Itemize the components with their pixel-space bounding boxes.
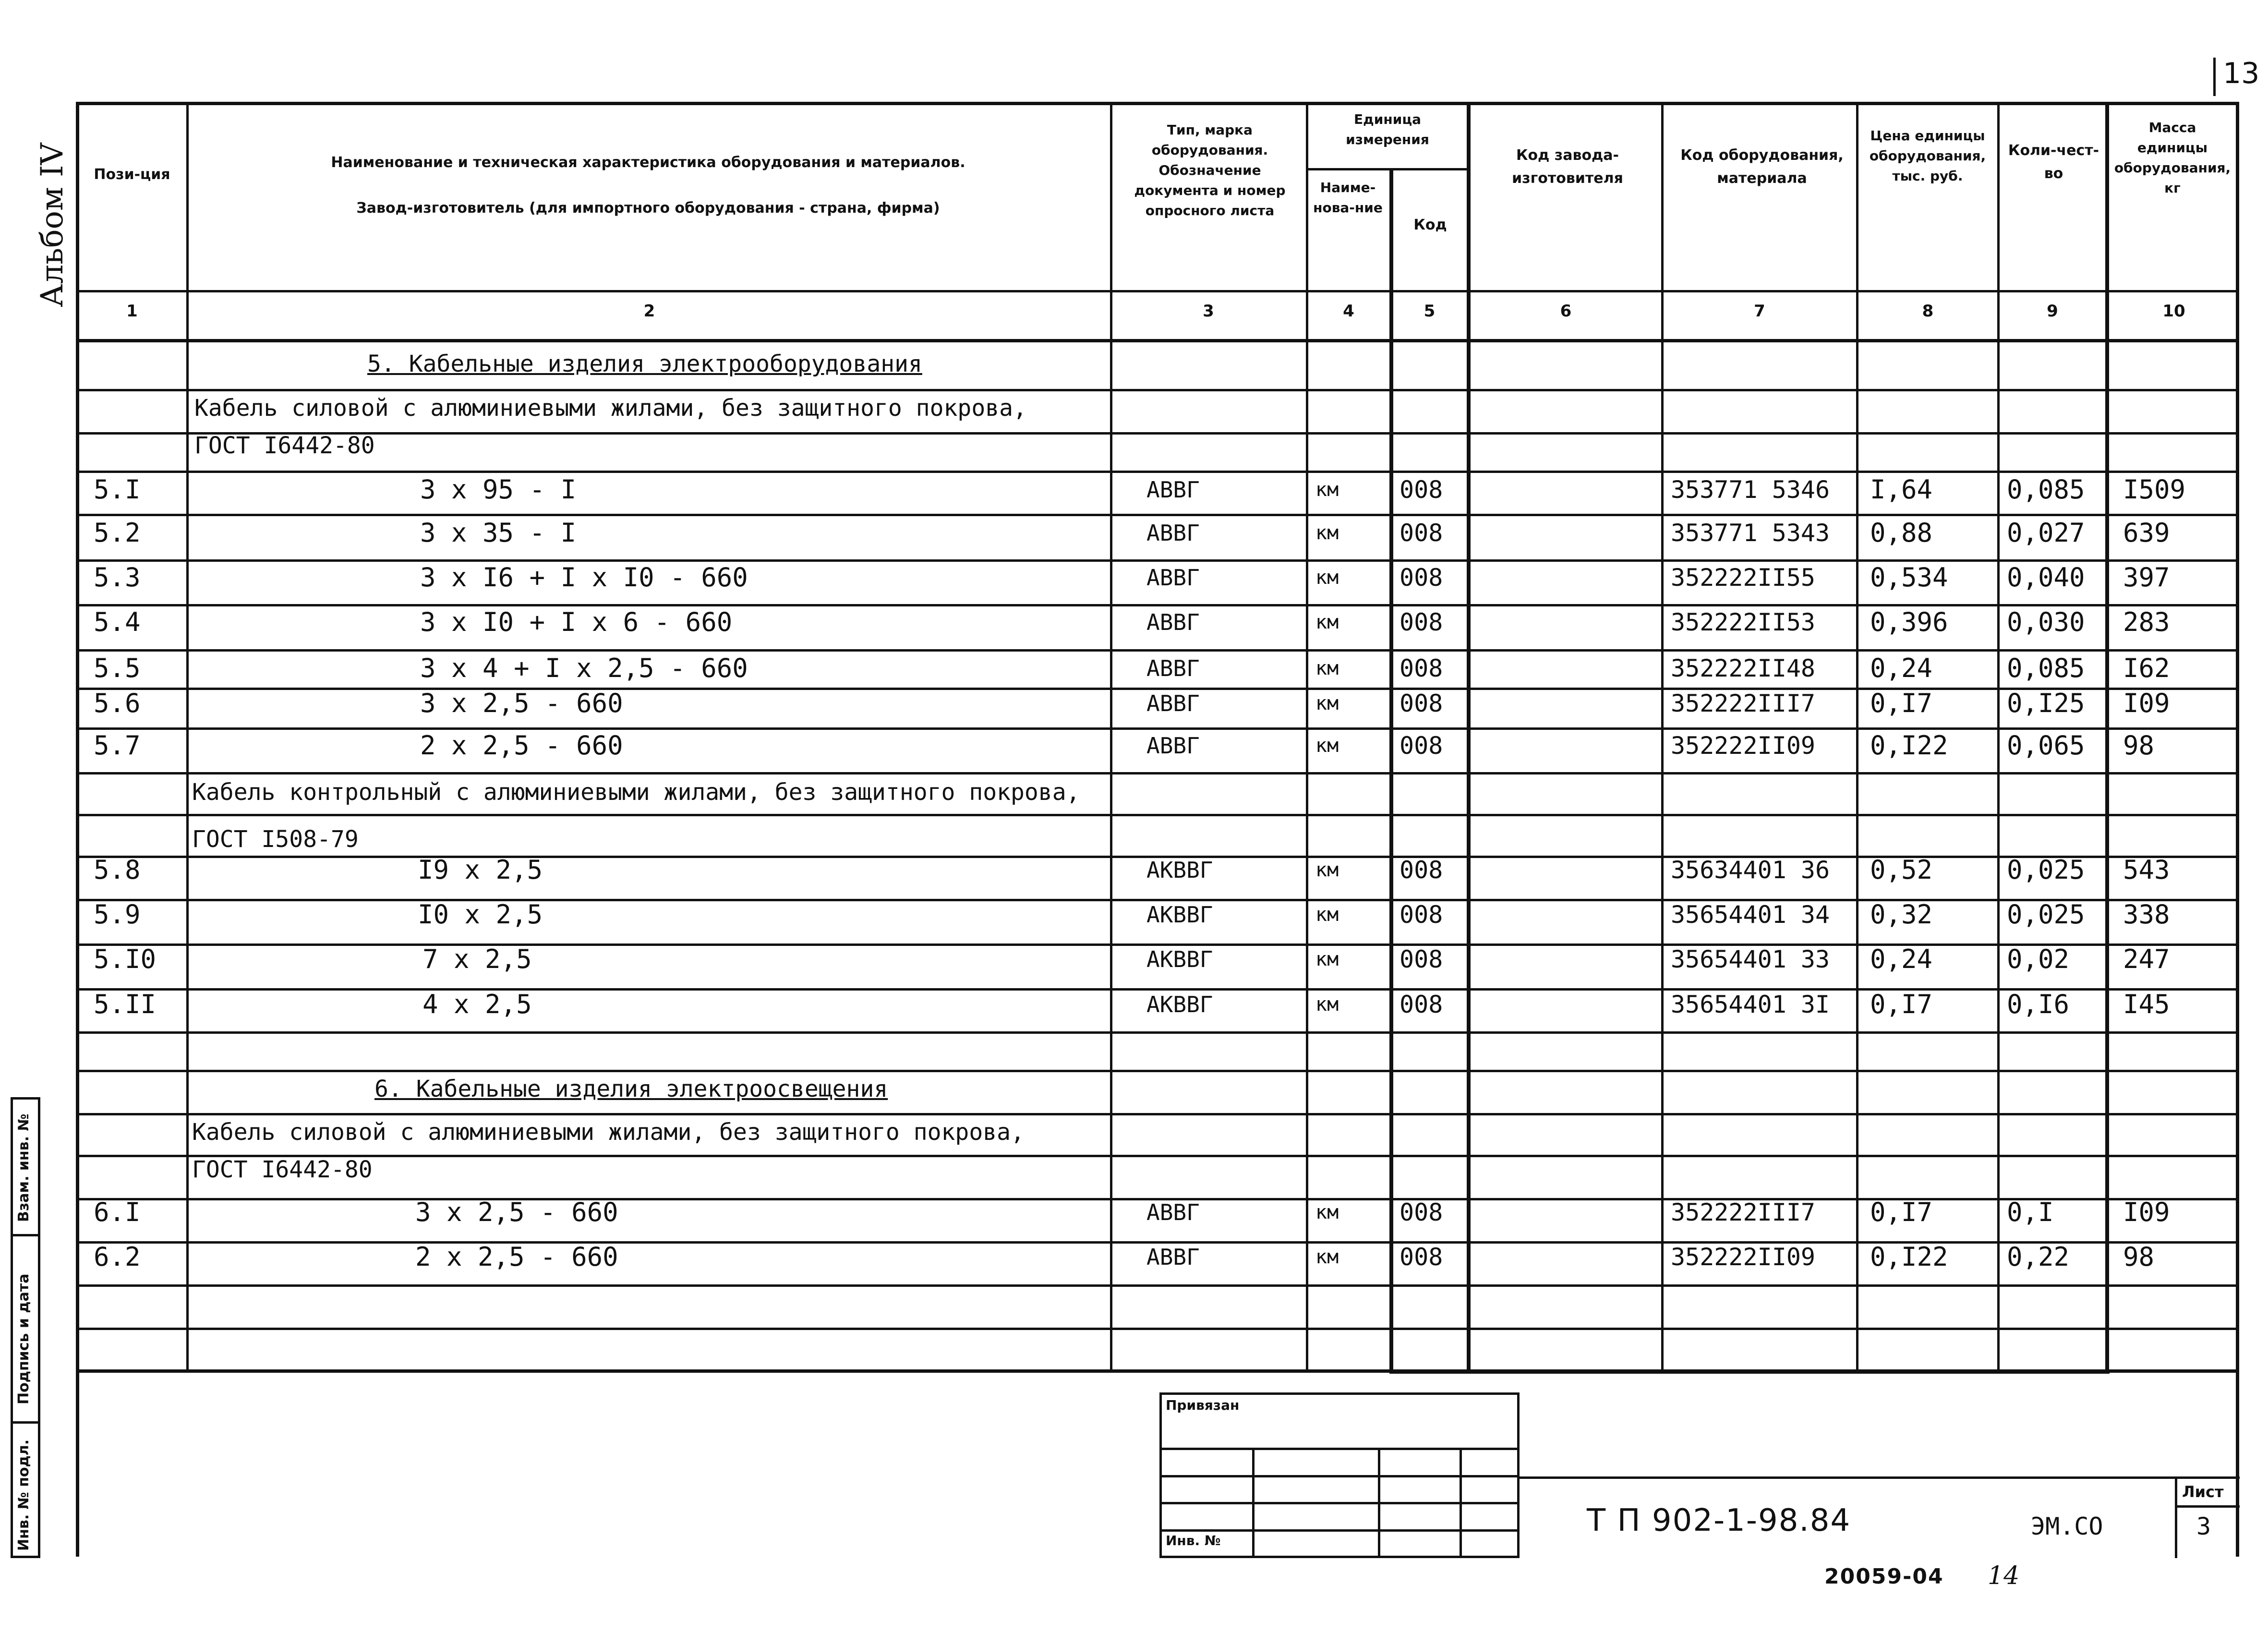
cell-mass: 98 <box>2123 730 2155 761</box>
cell-type: АКВВГ <box>1146 857 1213 883</box>
cell-code: 352222III7 <box>1671 689 1816 717</box>
stamp-line <box>1159 1529 1520 1532</box>
row-line <box>76 1284 2239 1287</box>
cell-unit-code: 008 <box>1399 476 1443 504</box>
cell-mass: I62 <box>2123 653 2170 683</box>
cell-unit-code: 008 <box>1399 1243 1443 1271</box>
cell-price: 0,I7 <box>1870 688 1933 718</box>
row-line <box>76 1155 2239 1157</box>
cell-mass: 397 <box>2123 562 2170 593</box>
cell-type: АВВГ <box>1146 733 1200 759</box>
stamp-line <box>1252 1448 1255 1558</box>
stamp-line <box>2175 1476 2177 1558</box>
cell-price: 0,I22 <box>1870 1242 1948 1272</box>
cell-position: 5.II <box>94 989 157 1019</box>
cell-name: 2 x 2,5 - 660 <box>420 730 623 761</box>
cell-unit-code: 008 <box>1399 1198 1443 1226</box>
sheet-number: 3 <box>2196 1512 2211 1540</box>
cell-unit: км <box>1315 522 1339 544</box>
cell-unit-code: 008 <box>1399 654 1443 682</box>
cell-unit-code: 008 <box>1399 991 1443 1018</box>
cell-quantity: 0,02 <box>2007 944 2070 974</box>
privyazan-label: Привязан <box>1166 1397 1240 1413</box>
row-line <box>76 1031 2239 1034</box>
cell-price: 0,52 <box>1870 855 1933 885</box>
cell-price: 0,24 <box>1870 653 1933 683</box>
cell-quantity: 0,I6 <box>2007 989 2070 1019</box>
header-position-text: Пози-ция <box>94 166 170 183</box>
header-price: Цена единицы оборудования, тыс. руб. <box>1869 128 1986 184</box>
cell-type: АКВВГ <box>1146 946 1213 972</box>
cell-quantity: 0,027 <box>2007 518 2085 548</box>
cell-position: 5.7 <box>94 730 141 761</box>
cell-mass: 543 <box>2123 855 2170 885</box>
colnum-5: 5 <box>1424 302 1436 321</box>
row-line <box>76 389 2239 391</box>
row-line <box>76 772 2239 774</box>
side-stamp-vzam: Взам. инв. № <box>15 1113 32 1222</box>
row-line <box>76 432 2239 435</box>
header-position <box>91 163 173 186</box>
cell-name: I9 x 2,5 <box>418 855 543 885</box>
cell-unit: км <box>1315 567 1339 589</box>
cell-type: АКВВГ <box>1146 992 1213 1017</box>
cell-mass: I45 <box>2123 989 2170 1019</box>
cell-price: 0,24 <box>1870 944 1933 974</box>
sheet-label: Лист <box>2182 1483 2224 1501</box>
cell-mass: 98 <box>2123 1242 2155 1272</box>
row-line <box>1389 1369 2110 1374</box>
cell-code: 35654401 34 <box>1671 901 1830 929</box>
cell-position: 5.I0 <box>94 944 157 974</box>
cell-code: 353771 5343 <box>1671 519 1830 547</box>
section-5-desc1-line2: ГОСТ I6442-80 <box>194 432 375 459</box>
stamp-line <box>2175 1505 2240 1508</box>
section-6-title: 6. Кабельные изделия электроосвещения <box>374 1076 888 1102</box>
cell-name: 3 x 4 + I x 2,5 - 660 <box>420 653 748 683</box>
cell-position: 5.2 <box>94 518 141 548</box>
section-5-title: 5. Кабельные изделия электрооборудования <box>367 351 922 377</box>
inv-no-label: Инв. № <box>1166 1533 1221 1548</box>
colnum-2: 2 <box>643 302 655 321</box>
cell-price: 0,32 <box>1870 899 1933 930</box>
cell-position: 5.9 <box>94 899 141 930</box>
footer-number: 20059-04 <box>1824 1564 1944 1589</box>
row-line <box>76 339 2239 342</box>
stamp-line <box>1159 1448 1520 1450</box>
cell-unit: км <box>1315 1201 1339 1223</box>
row-line <box>76 1070 2239 1072</box>
cell-quantity: 0,I <box>2007 1197 2054 1227</box>
cell-name: 2 x 2,5 - 660 <box>415 1242 618 1272</box>
side-stamp-line <box>11 1421 40 1424</box>
cell-quantity: 0,040 <box>2007 562 2085 593</box>
cell-quantity: 0,I25 <box>2007 688 2085 718</box>
cell-unit: км <box>1315 993 1339 1016</box>
cell-mass: 639 <box>2123 518 2170 548</box>
stamp-line <box>1378 1448 1380 1558</box>
cell-mass: I09 <box>2123 1197 2170 1227</box>
cell-unit: км <box>1315 904 1339 926</box>
col-line <box>1389 169 1393 1369</box>
colnum-8: 8 <box>1922 302 1934 321</box>
cell-type: АКВВГ <box>1146 902 1213 928</box>
cell-unit-code: 008 <box>1399 856 1443 884</box>
header-unit-group: Единица измерения <box>1346 111 1429 147</box>
cell-unit: км <box>1315 948 1339 970</box>
row-line <box>76 1328 2239 1330</box>
cell-unit-code: 008 <box>1399 519 1443 547</box>
cell-quantity: 0,065 <box>2007 730 2085 761</box>
cell-type: АВВГ <box>1146 520 1200 546</box>
colnum-3: 3 <box>1203 302 1214 321</box>
header-quantity: Коли-чест-во <box>2008 142 2099 182</box>
cell-unit-code: 008 <box>1399 608 1443 636</box>
header-unit-name: Наиме-нова-ние <box>1313 180 1383 216</box>
cell-name: 3 x I6 + I x I0 - 660 <box>420 562 748 593</box>
cell-price: 0,I7 <box>1870 989 1933 1019</box>
section-5-desc1-line1: Кабель силовой с алюминиевыми жилами, без защитного покрова, <box>194 395 1027 422</box>
section-6-desc1-line1: Кабель силовой с алюминиевыми жилами, без защитного покрова, <box>192 1119 1025 1146</box>
cell-type: АВВГ <box>1146 565 1200 591</box>
row-line <box>1306 168 1469 170</box>
cell-type: АВВГ <box>1146 1244 1200 1270</box>
cell-mass: I09 <box>2123 688 2170 718</box>
cell-code: 35634401 36 <box>1671 856 1830 884</box>
cell-name: 3 x 2,5 - 660 <box>415 1197 618 1227</box>
cell-type: АВВГ <box>1146 655 1200 681</box>
row-line <box>76 727 2239 730</box>
row-line <box>76 559 2239 562</box>
cell-quantity: 0,025 <box>2007 855 2085 885</box>
stamp-line <box>1159 1502 1520 1504</box>
cell-unit: км <box>1315 611 1339 633</box>
header-type: Тип, марка оборудования. Обозначение документа и номер опросного листа <box>1134 122 1286 218</box>
cell-quantity: 0,025 <box>2007 899 2085 930</box>
colnum-6: 6 <box>1560 302 1572 321</box>
cell-position: 6.I <box>94 1197 141 1227</box>
cell-unit: км <box>1315 692 1339 714</box>
cell-name: 4 x 2,5 <box>422 989 532 1019</box>
colnum-4: 4 <box>1343 302 1354 321</box>
cell-price: 0,I22 <box>1870 730 1948 761</box>
cell-unit: км <box>1315 1246 1339 1268</box>
side-stamp-sign: Подпись и дата <box>15 1273 32 1404</box>
section-6-desc1-line2: ГОСТ I6442-80 <box>192 1156 373 1183</box>
row-line <box>76 814 2239 816</box>
cell-code: 35654401 33 <box>1671 945 1830 973</box>
cell-unit: км <box>1315 859 1339 881</box>
cell-price: 0,88 <box>1870 518 1933 548</box>
cell-quantity: 0,085 <box>2007 474 2085 505</box>
cell-unit-code: 008 <box>1399 732 1443 760</box>
cell-name: 7 x 2,5 <box>422 944 532 974</box>
cell-code: 352222II53 <box>1671 608 1816 636</box>
footer-page: 14 <box>1988 1561 2020 1590</box>
header-name-line1: Наименование и техническая характеристика оборудования и материалов. <box>331 154 965 171</box>
cell-mass: 247 <box>2123 944 2170 974</box>
colnum-7: 7 <box>1754 302 1765 321</box>
cell-unit: км <box>1315 735 1339 757</box>
cell-quantity: 0,085 <box>2007 653 2085 683</box>
row-line <box>76 514 2239 516</box>
cell-price: 0,396 <box>1870 607 1948 637</box>
cell-type: АВВГ <box>1146 690 1200 716</box>
cell-mass: 338 <box>2123 899 2170 930</box>
section-5-desc2-line1: Кабель контрольный с алюминиевыми жилами, без защитного покрова, <box>192 779 1080 806</box>
cell-type: АВВГ <box>1146 1199 1200 1225</box>
stamp-line <box>1159 1475 1520 1477</box>
cell-price: 0,I7 <box>1870 1197 1933 1227</box>
cell-price: 0,534 <box>1870 562 1948 593</box>
section-code: ЭМ.СО <box>2031 1512 2103 1540</box>
row-line <box>76 649 2239 652</box>
cell-quantity: 0,22 <box>2007 1242 2070 1272</box>
cell-mass: 283 <box>2123 607 2170 637</box>
cell-position: 5.4 <box>94 607 141 637</box>
colnum-10: 10 <box>2162 302 2185 321</box>
cell-position: 5.I <box>94 474 141 505</box>
cell-position: 5.8 <box>94 855 141 885</box>
cell-code: 353771 5346 <box>1671 476 1830 504</box>
cell-code: 352222II48 <box>1671 654 1816 682</box>
row-line <box>76 1113 2239 1115</box>
row-line <box>76 471 2239 473</box>
cell-name: 3 x 95 - I <box>420 474 577 505</box>
cell-name: 3 x 2,5 - 660 <box>420 688 623 718</box>
cell-unit-code: 008 <box>1399 901 1443 929</box>
album-label: Альбом IV <box>35 143 70 307</box>
cell-position: 5.3 <box>94 562 141 593</box>
colnum-1: 1 <box>126 302 138 321</box>
cell-code: 352222III7 <box>1671 1198 1816 1226</box>
section-5-desc2-line2: ГОСТ I508-79 <box>192 826 359 853</box>
doc-code: Т П 902-1-98.84 <box>1587 1503 1851 1538</box>
header-unit-code: Код <box>1413 217 1447 233</box>
cell-position: 5.6 <box>94 688 141 718</box>
colnum-9: 9 <box>2047 302 2058 321</box>
cell-type: АВВГ <box>1146 609 1200 635</box>
row-line <box>76 290 2239 292</box>
header-mass: Масса единицы оборудования, кг <box>2114 120 2231 196</box>
cell-unit: км <box>1315 479 1339 501</box>
header-plant-code: Код завода-изготовителя <box>1512 147 1623 187</box>
cell-code: 352222II09 <box>1671 1243 1816 1271</box>
cell-unit: км <box>1315 657 1339 679</box>
row-line <box>76 604 2239 606</box>
cell-name: 3 x I0 + I x 6 - 660 <box>420 607 733 637</box>
cell-position: 5.5 <box>94 653 141 683</box>
header-name-line2: Завод-изготовитель (для импортного оборудования - страна, фирма) <box>356 200 940 217</box>
page-number-mark <box>2213 58 2216 96</box>
stamp-line <box>1520 1476 2240 1479</box>
cell-price: I,64 <box>1870 474 1933 505</box>
cell-type: АВВГ <box>1146 477 1200 503</box>
side-stamp-inv: Инв. № подл. <box>15 1439 32 1551</box>
cell-code: 352222II55 <box>1671 564 1816 592</box>
cell-unit-code: 008 <box>1399 689 1443 717</box>
side-stamp-line <box>11 1234 40 1236</box>
cell-unit-code: 008 <box>1399 945 1443 973</box>
cell-position: 6.2 <box>94 1242 141 1272</box>
cell-quantity: 0,030 <box>2007 607 2085 637</box>
cell-mass: I509 <box>2123 474 2186 505</box>
cell-code: 35654401 3I <box>1671 991 1830 1018</box>
header-equipment-code: Код оборудования, материала <box>1680 147 1844 187</box>
cell-name: I0 x 2,5 <box>418 899 543 930</box>
cell-code: 352222II09 <box>1671 732 1816 760</box>
cell-unit-code: 008 <box>1399 564 1443 592</box>
page-number: 13 <box>2223 57 2260 90</box>
cell-name: 3 x 35 - I <box>420 518 577 548</box>
stamp-line <box>1460 1448 1462 1558</box>
